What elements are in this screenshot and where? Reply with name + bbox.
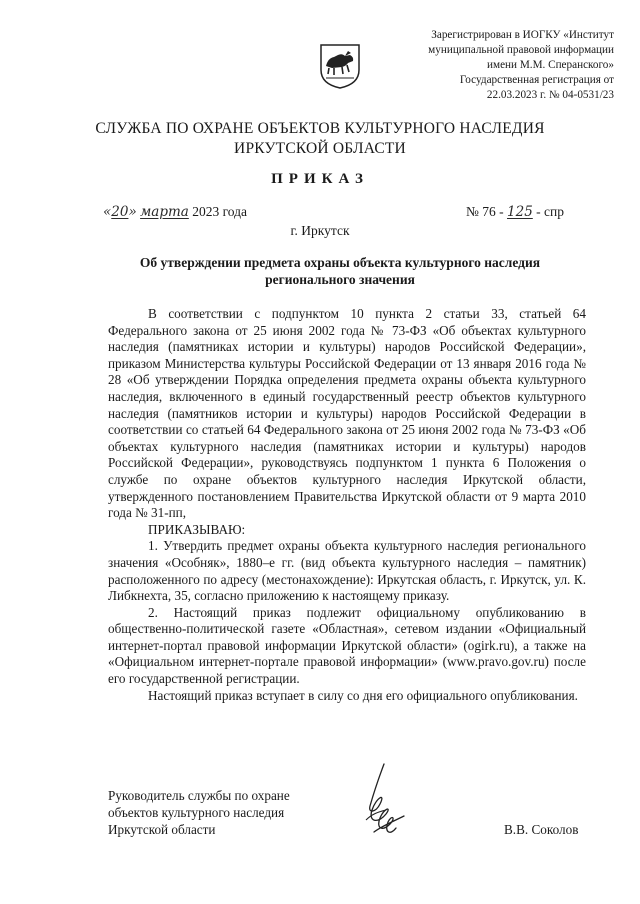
registration-note	[380, 28, 614, 103]
date-day: 20	[111, 204, 129, 220]
item-2-paragraph: 2. Настоящий приказ подлежит официальному опубликованию в общественно-политической газете «Областная», сетевом издании «Официальный интернет-портал правовой информации Иркутской области» (ogirk.ru), а также на «Официальном интернет-портале правовой информации» (www.pravo.gov.ru) после его государственной регистрации.	[108, 604, 586, 687]
handwritten-signature-icon	[356, 762, 414, 842]
date-year: 2023 года	[192, 204, 248, 219]
registration-line: муниципальной правовой информации	[428, 44, 614, 56]
coat-of-arms-icon	[318, 42, 362, 90]
order-number-handwritten: 125	[507, 204, 533, 220]
title-line: регионального значения	[265, 272, 415, 287]
city: г. Иркутск	[290, 223, 350, 238]
order-date	[103, 204, 247, 220]
item-1-paragraph: 1. Утвердить предмет охраны объекта культурного наследия регионального значения «Особняк», 1880–е гг. (вид объекта культурного наследия – памятник) расположенного по адресу (местонахождение): Иркутская область, г. Иркутск, ул. К. Либкнехта, 35, согласно приложению к настоящему приказу.	[108, 538, 586, 604]
title-line: Об утверждении предмета охраны объекта культурного наследия	[139, 255, 541, 270]
registration-line: имени М.М. Сперанского»	[487, 59, 614, 71]
quote-close: »	[128, 204, 137, 220]
registration-line: Зарегистрирован в ИОГКУ «Институт	[431, 29, 614, 41]
order-body	[108, 306, 586, 704]
order-number	[466, 204, 564, 220]
organization-heading	[0, 119, 640, 159]
order-number-prefix: № 76 -	[466, 204, 504, 219]
position-line: Руководитель службы по охране	[108, 788, 290, 803]
date-month: марта	[140, 204, 189, 220]
signatory-name: В.В. Соколов	[504, 822, 579, 837]
effective-paragraph: Настоящий приказ вступает в силу со дня его официального опубликования.	[148, 687, 578, 703]
position-line: объектов культурного наследия	[108, 804, 285, 820]
quote-open: «	[103, 204, 112, 220]
organization-line: СЛУЖБА ПО ОХРАНЕ ОБЪЕКТОВ КУЛЬТУРНОГО НАСЛЕДИЯ	[95, 120, 545, 137]
position-line: Иркутской области	[108, 821, 216, 837]
signatory-position	[108, 788, 290, 838]
document-type: ПРИКАЗ	[271, 171, 369, 187]
organization-line: ИРКУТСКОЙ ОБЛАСТИ	[234, 140, 406, 157]
order-keyword: ПРИКАЗЫВАЮ:	[148, 521, 246, 537]
preamble-paragraph: В соответствии с подпунктом 10 пункта 2 статьи 33, статьей 64 Федерального закона от 25 июня 2002 года № 73-ФЗ «Об объектах культурного наследия (памятниках истории и культуры) народов Российской Федерации», приказом Министерства культуры Российской Федерации от 13 января 2016 года № 28 «Об утверждении Порядка определения предмета охраны объекта культурного наследия, включенного в единый государственный реестр объектов культурного наследия (памятников истории и культуры) народов Российской Федерации в соответствии со статьей 64 Федерального закона от 25 июня 2002 года № 73-ФЗ «Об объектах культурного наследия (памятниках истории и культуры) народов Российской Федерации», руководствуясь подпунктом 1 пункта 6 Положения о службе по охране объектов культурного наследия Иркутской области, утвержденного постановлением Правительства Иркутской области от 9 марта 2010 года № 31-пп,	[108, 306, 586, 521]
registration-line: Государственная регистрация от	[459, 74, 614, 86]
order-title	[120, 254, 560, 288]
order-number-suffix: - спр	[536, 204, 565, 219]
registration-line: 22.03.2023 г. № 04-0531/23	[486, 89, 614, 101]
